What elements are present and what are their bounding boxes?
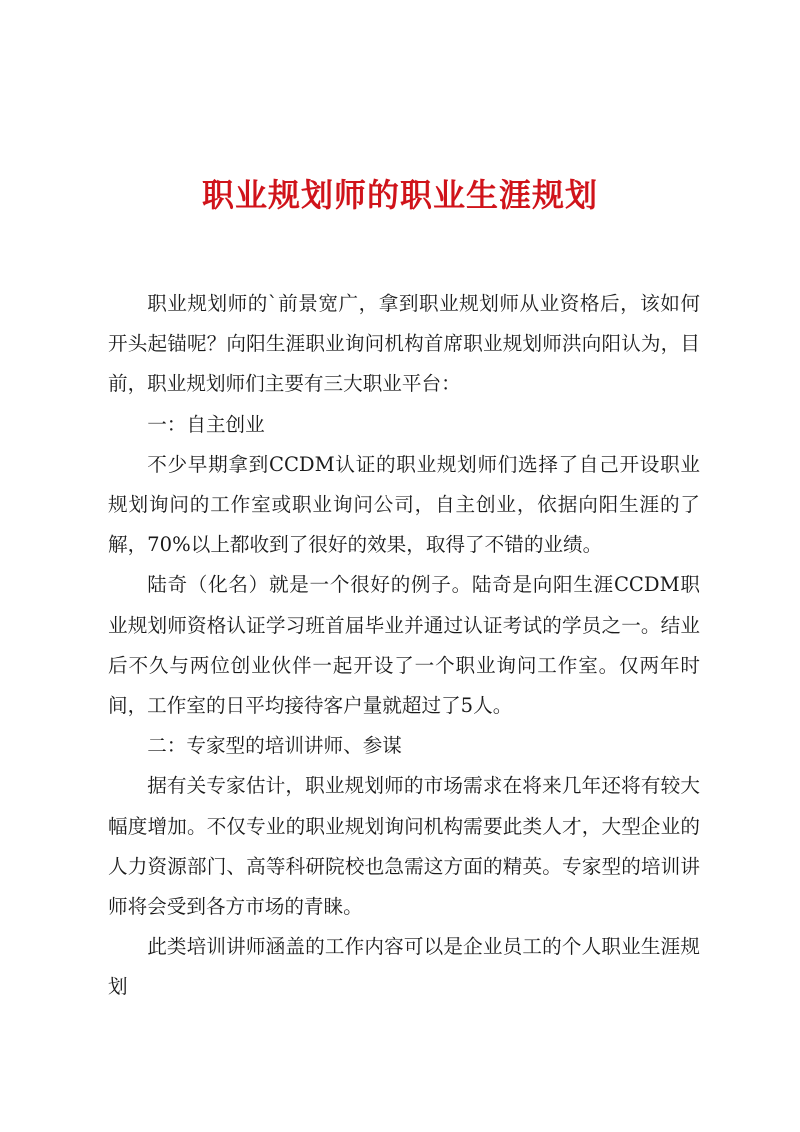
- document-body: [108, 284, 700, 1008]
- paragraph-3: 据有关专家估计，职业规划师的市场需求在将来几年还将有较大幅度增加。不仅专业的职业规划询问机构需要此类人才，大型企业的人力资源部门、高等科研院校也急需这方面的精英。专家型的培训讲师将会受到各方市场的青睐。: [108, 774, 700, 919]
- section-heading-2: 二：专家型的培训讲师、参谋: [147, 734, 402, 758]
- document-title: 职业规划师的职业生涯规划: [201, 176, 598, 214]
- paragraph-intro: 职业规划师的`前景宽广，拿到职业规划师从业资格后，该如何开头起锚呢？向阳生涯职业询问机构首席职业规划师洪向阳认为，目前，职业规划师们主要有三大职业平台：: [108, 292, 700, 396]
- paragraph-1: 不少早期拿到CCDM认证的职业规划师们选择了自己开设职业规划询问的工作室或职业询问公司，自主创业，依据向阳生涯的了解，70%以上都收到了很好的效果，取得了不错的业绩。: [108, 452, 700, 557]
- paragraph-4: 此类培训讲师涵盖的工作内容可以是企业员工的个人职业生涯规划: [108, 935, 700, 999]
- section-heading-1: 一：自主创业: [147, 412, 265, 436]
- paragraph-2: 陆奇（化名）就是一个很好的例子。陆奇是向阳生涯CCDM职业规划师资格认证学习班首届毕业并通过认证考试的学员之一。结业后不久与两位创业伙伴一起开设了一个职业询问工作室。仅两年时间，工作室的日平均接待客户量就超过了5人。: [108, 573, 700, 718]
